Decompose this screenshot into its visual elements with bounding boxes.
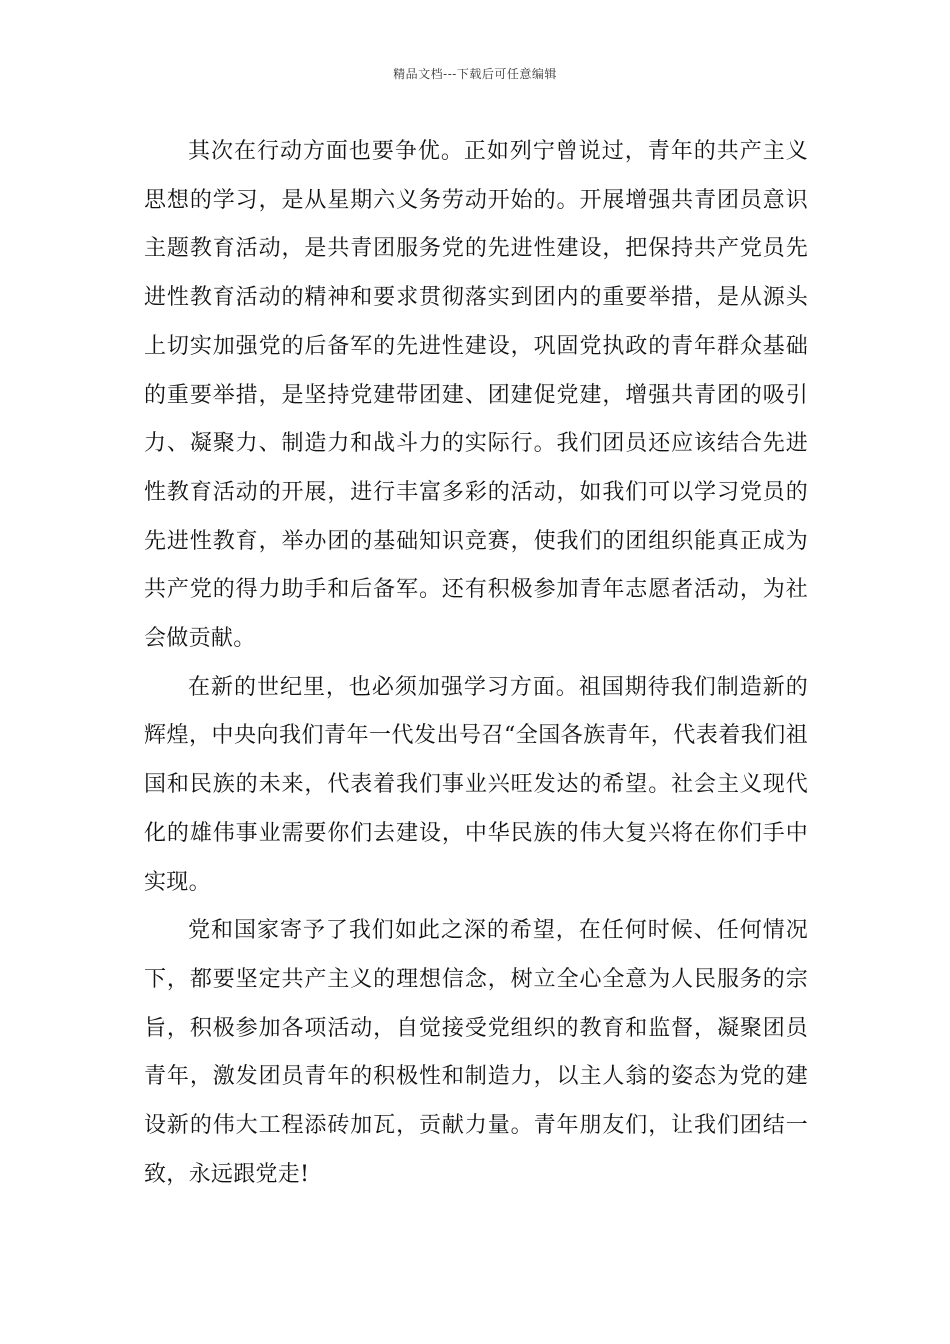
page-header: 精品文档---下载后可任意编辑 [393,67,557,81]
paragraph-conclusion: 党和国家寄予了我们如此之深的希望，在任何时候、任何情况下，都要坚定共产主义的理想信念，树立全心全意为人民服务的宗旨，积极参加各项活动，自觉接受党组织的教育和监督，凝聚团员青年，激发团员青年的积极性和制造力，以主人翁的姿态为党的建设新的伟大工程添砖加瓦，贡献力量。青年朋友们，让我们团结一致，永远跟党走! [144,918,808,1187]
paragraph-action: 其次在行动方面也要争优。正如列宁曾说过，青年的共产主义思想的学习，是从星期六义务劳动开始的。开展增强共青团员意识主题教育活动，是共青团服务党的先进性建设，把保持共产党员先进性教育活动的精神和要求贯彻落实到团内的重要举措，是从源头上切实加强党的后备军的先进性建设，巩固党执政的青年群众基础的重要举措，是坚持党建带团建、团建促党建，增强共青团的吸引力、凝聚力、制造力和战斗力的实际行。我们团员还应该结合先进性教育活动的开展，进行丰富多彩的活动，如我们可以学习党员的先进性教育，举办团的基础知识竞赛，使我们的团组织能真正成为共产党的得力助手和后备军。还有积极参加青年志愿者活动，为社会做贡献。 [144,139,808,652]
paragraph-study: 在新的世纪里，也必须加强学习方面。祖国期待我们制造新的辉煌，中央向我们青年一代发出号召“全国各族青年，代表着我们祖国和民族的未来，代表着我们事业兴旺发达的希望。社会主义现代化的雄伟事业需要你们去建设，中华民族的伟大复兴将在你们手中实现。 [144,674,808,895]
document-body [144,128,808,1199]
